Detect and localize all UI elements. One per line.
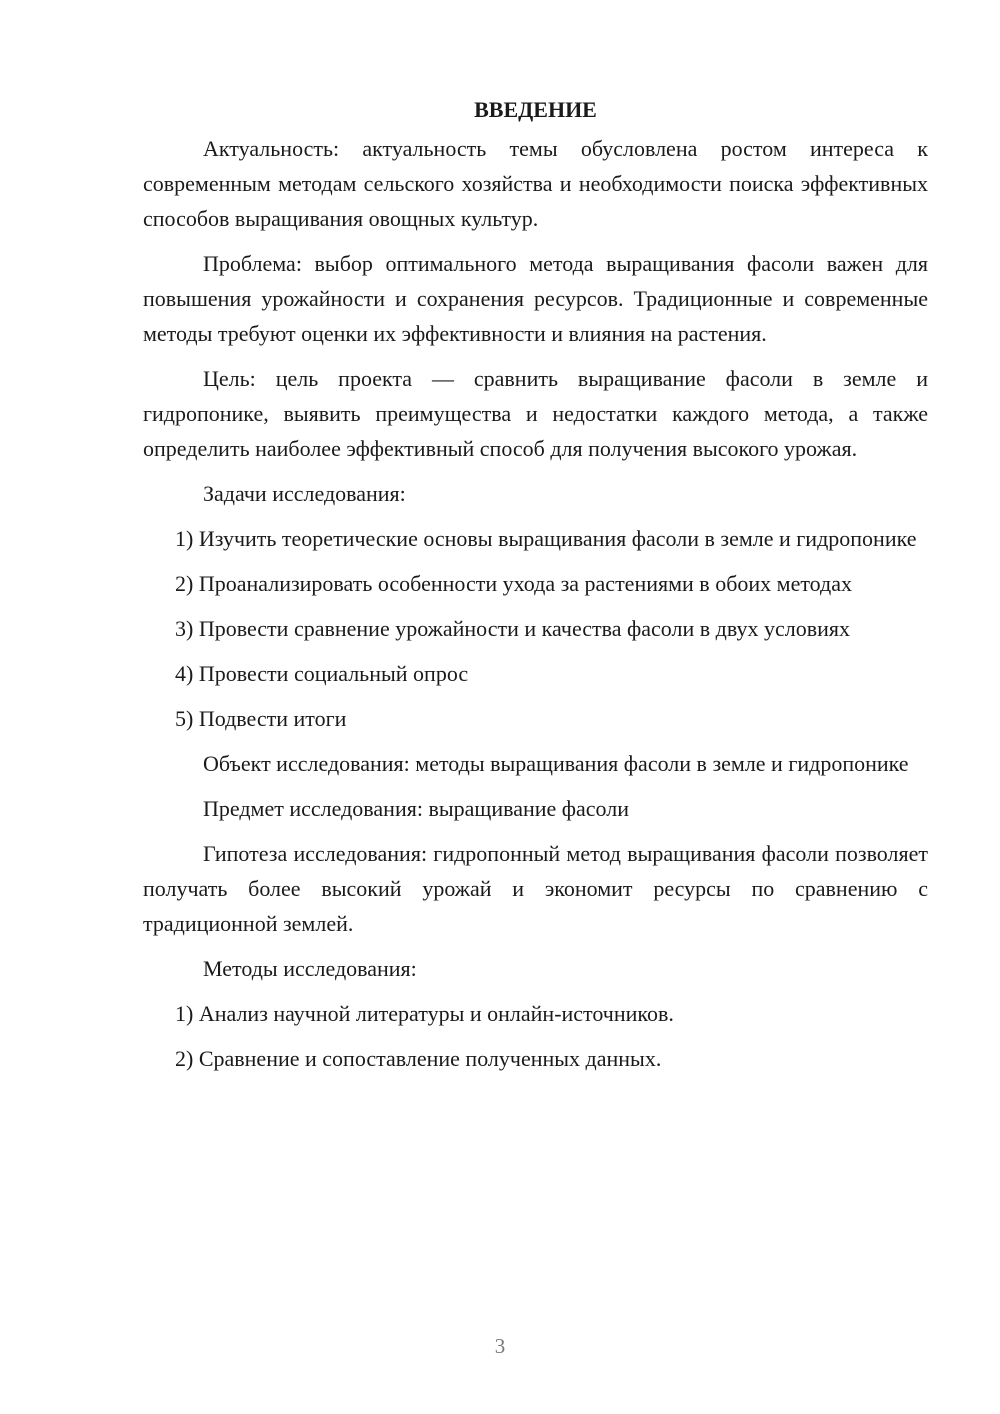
hypothesis-paragraph: Гипотеза исследования: гидропонный метод выращивания фасоли позволяет получать более высокий урожай и экономит ресурсы по сравнению с традиционной землей.: [143, 841, 928, 936]
methods-heading: Методы исследования:: [203, 956, 417, 981]
tasks-heading: Задачи исследования:: [203, 481, 406, 506]
page-number: 3: [494, 1334, 506, 1358]
relevance-paragraph: Актуальность: актуальность темы обусловлена ростом интереса к современным методам сельского хозяйства и необходимости поиска эффективных способов выращивания овощных культур.: [143, 136, 928, 231]
task-item: 1) Изучить теоретические основы выращивания фасоли в земле и гидропонике: [175, 526, 917, 551]
subject-paragraph: Предмет исследования: выращивание фасоли: [203, 796, 630, 821]
method-item: 2) Сравнение и сопоставление полученных данных.: [175, 1046, 662, 1071]
method-item: 1) Анализ научной литературы и онлайн-источников.: [175, 1001, 674, 1026]
object-paragraph: Объект исследования: методы выращивания фасоли в земле и гидропонике: [203, 751, 909, 776]
goal-paragraph: Цель: цель проекта — сравнить выращивание фасоли в земле и гидропонике, выявить преимущества и недостатки каждого метода, а также определить наиболее эффективный способ для получения высокого урожая.: [143, 366, 928, 461]
task-item: 4) Провести социальный опрос: [175, 661, 469, 686]
document-page: [143, 92, 928, 1086]
task-item: 2) Проанализировать особенности ухода за растениями в обоих методах: [175, 571, 852, 596]
task-item: 3) Провести сравнение урожайности и качества фасоли в двух условиях: [175, 616, 850, 641]
problem-paragraph: Проблема: выбор оптимального метода выращивания фасоли важен для повышения урожайности и сохранения ресурсов. Традиционные и современные методы требуют оценки их эффективности и влияния на растения.: [143, 251, 928, 346]
task-item: 5) Подвести итоги: [175, 706, 347, 731]
section-title: ВВЕДЕНИЕ: [474, 97, 597, 122]
